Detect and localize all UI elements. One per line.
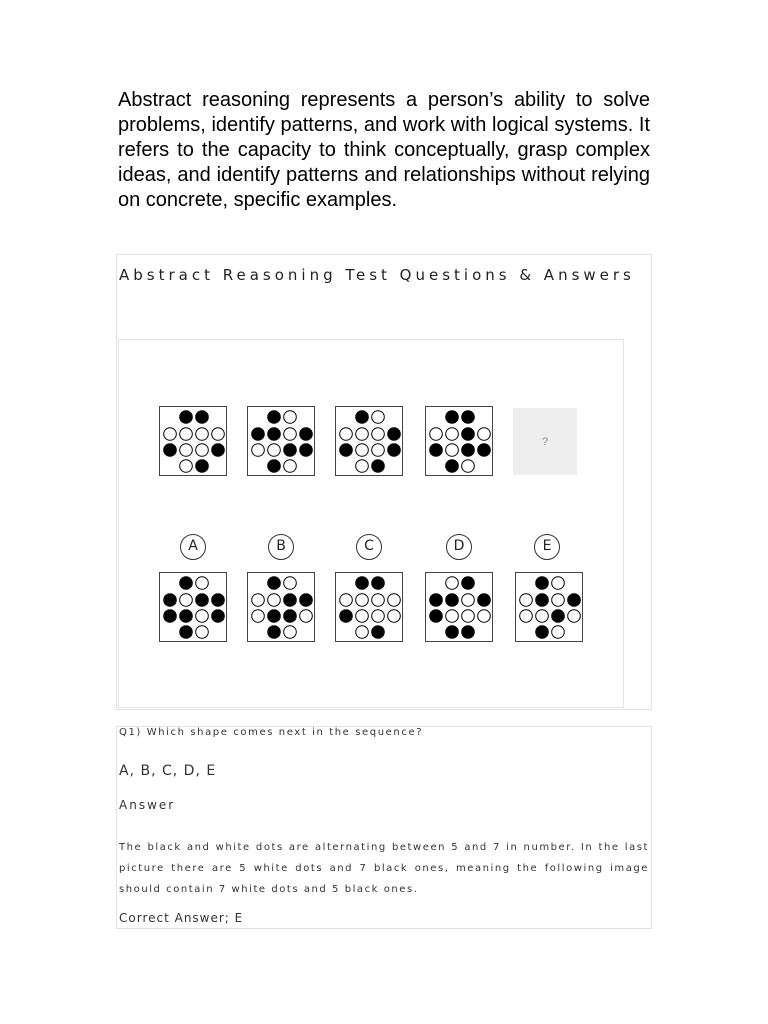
- white-dot: [446, 610, 459, 623]
- white-dot: [164, 428, 177, 441]
- white-dot: [446, 577, 459, 590]
- black-dot: [388, 444, 401, 457]
- white-dot: [356, 460, 369, 473]
- answer-explanation: The black and white dots are alternating between 5 and 7 in number. In the last picture there are 5 white dots and 7 black ones, meaning the following image should contain 7 white dots and 5 black ones.: [119, 842, 649, 895]
- white-dot: [284, 460, 297, 473]
- black-dot: [180, 577, 193, 590]
- black-dot: [446, 626, 459, 639]
- black-dot: [536, 594, 549, 607]
- white-dot: [520, 594, 533, 607]
- sequence-tile-1: [159, 406, 227, 476]
- white-dot: [552, 626, 565, 639]
- black-dot: [164, 444, 177, 457]
- black-dot: [356, 577, 369, 590]
- black-dot: [268, 626, 281, 639]
- black-dot: [180, 626, 193, 639]
- white-dot: [462, 460, 475, 473]
- black-dot: [300, 594, 313, 607]
- white-dot: [252, 610, 265, 623]
- black-dot: [372, 460, 385, 473]
- white-dot: [356, 594, 369, 607]
- correct-answer: Correct Answer; E: [119, 911, 244, 925]
- option-tile-d: [425, 572, 493, 642]
- white-dot: [478, 428, 491, 441]
- black-dot: [300, 444, 313, 457]
- option-tile-e: [515, 572, 583, 642]
- black-dot: [372, 626, 385, 639]
- white-dot: [212, 428, 225, 441]
- white-dot: [284, 626, 297, 639]
- black-dot: [196, 460, 209, 473]
- sequence-tile-4: [425, 406, 493, 476]
- white-dot: [462, 594, 475, 607]
- white-dot: [446, 444, 459, 457]
- black-dot: [340, 610, 353, 623]
- black-dot: [462, 444, 475, 457]
- white-dot: [430, 428, 443, 441]
- white-dot: [196, 444, 209, 457]
- black-dot: [430, 610, 443, 623]
- white-dot: [284, 428, 297, 441]
- black-dot: [284, 610, 297, 623]
- black-dot: [446, 594, 459, 607]
- black-dot: [462, 577, 475, 590]
- sequence-tile-3: [335, 406, 403, 476]
- white-dot: [252, 444, 265, 457]
- white-dot: [536, 610, 549, 623]
- black-dot: [196, 594, 209, 607]
- black-dot: [430, 444, 443, 457]
- white-dot: [356, 444, 369, 457]
- white-dot: [284, 577, 297, 590]
- white-dot: [196, 577, 209, 590]
- white-dot: [372, 411, 385, 424]
- option-label-b: B: [268, 534, 294, 560]
- white-dot: [372, 610, 385, 623]
- black-dot: [462, 626, 475, 639]
- black-dot: [212, 594, 225, 607]
- black-dot: [568, 594, 581, 607]
- white-dot: [388, 594, 401, 607]
- white-dot: [372, 428, 385, 441]
- answer-choices: A, B, C, D, E: [119, 763, 217, 779]
- black-dot: [536, 626, 549, 639]
- black-dot: [180, 411, 193, 424]
- white-dot: [372, 594, 385, 607]
- option-label-c: C: [356, 534, 382, 560]
- white-dot: [180, 460, 193, 473]
- black-dot: [478, 594, 491, 607]
- white-dot: [252, 594, 265, 607]
- white-dot: [180, 594, 193, 607]
- black-dot: [536, 577, 549, 590]
- black-dot: [268, 428, 281, 441]
- option-label-a: A: [180, 534, 206, 560]
- white-dot: [356, 610, 369, 623]
- black-dot: [462, 428, 475, 441]
- sequence-tile-2: [247, 406, 315, 476]
- black-dot: [268, 577, 281, 590]
- white-dot: [268, 594, 281, 607]
- option-label-d: D: [446, 534, 472, 560]
- black-dot: [212, 610, 225, 623]
- white-dot: [180, 428, 193, 441]
- question-text: Q1) Which shape comes next in the sequence?: [119, 727, 424, 738]
- answer-heading: Answer: [119, 798, 176, 812]
- white-dot: [568, 610, 581, 623]
- black-dot: [340, 444, 353, 457]
- black-dot: [164, 610, 177, 623]
- black-dot: [552, 610, 565, 623]
- white-dot: [552, 577, 565, 590]
- black-dot: [252, 428, 265, 441]
- black-dot: [356, 411, 369, 424]
- black-dot: [284, 594, 297, 607]
- white-dot: [340, 428, 353, 441]
- white-dot: [462, 610, 475, 623]
- missing-tile-placeholder: ?: [513, 408, 577, 475]
- white-dot: [446, 428, 459, 441]
- black-dot: [446, 460, 459, 473]
- option-tile-c: [335, 572, 403, 642]
- black-dot: [180, 610, 193, 623]
- puzzle-image: [118, 339, 624, 708]
- white-dot: [372, 444, 385, 457]
- intro-paragraph: Abstract reasoning represents a person’s ability to solve problems, identify patterns, and work with logical systems. It refers to the capacity to think conceptually, grasp complex ideas, and identify patterns and relationships without relying on concrete, specific examples.: [118, 89, 650, 211]
- black-dot: [446, 411, 459, 424]
- option-label-e: E: [534, 534, 560, 560]
- white-dot: [388, 610, 401, 623]
- white-dot: [300, 610, 313, 623]
- white-dot: [284, 411, 297, 424]
- black-dot: [268, 460, 281, 473]
- white-dot: [196, 428, 209, 441]
- black-dot: [430, 594, 443, 607]
- option-tile-a: [159, 572, 227, 642]
- black-dot: [300, 428, 313, 441]
- black-dot: [388, 428, 401, 441]
- black-dot: [164, 594, 177, 607]
- black-dot: [196, 411, 209, 424]
- white-dot: [268, 444, 281, 457]
- black-dot: [478, 444, 491, 457]
- qa-section: [116, 726, 652, 929]
- white-dot: [478, 610, 491, 623]
- white-dot: [196, 626, 209, 639]
- black-dot: [268, 610, 281, 623]
- white-dot: [552, 594, 565, 607]
- black-dot: [372, 577, 385, 590]
- black-dot: [268, 411, 281, 424]
- white-dot: [196, 610, 209, 623]
- white-dot: [520, 610, 533, 623]
- panel-title: Abstract Reasoning Test Questions & Answers: [119, 266, 635, 284]
- black-dot: [462, 411, 475, 424]
- white-dot: [180, 444, 193, 457]
- black-dot: [212, 444, 225, 457]
- white-dot: [340, 594, 353, 607]
- option-tile-b: [247, 572, 315, 642]
- white-dot: [356, 626, 369, 639]
- white-dot: [356, 428, 369, 441]
- black-dot: [284, 444, 297, 457]
